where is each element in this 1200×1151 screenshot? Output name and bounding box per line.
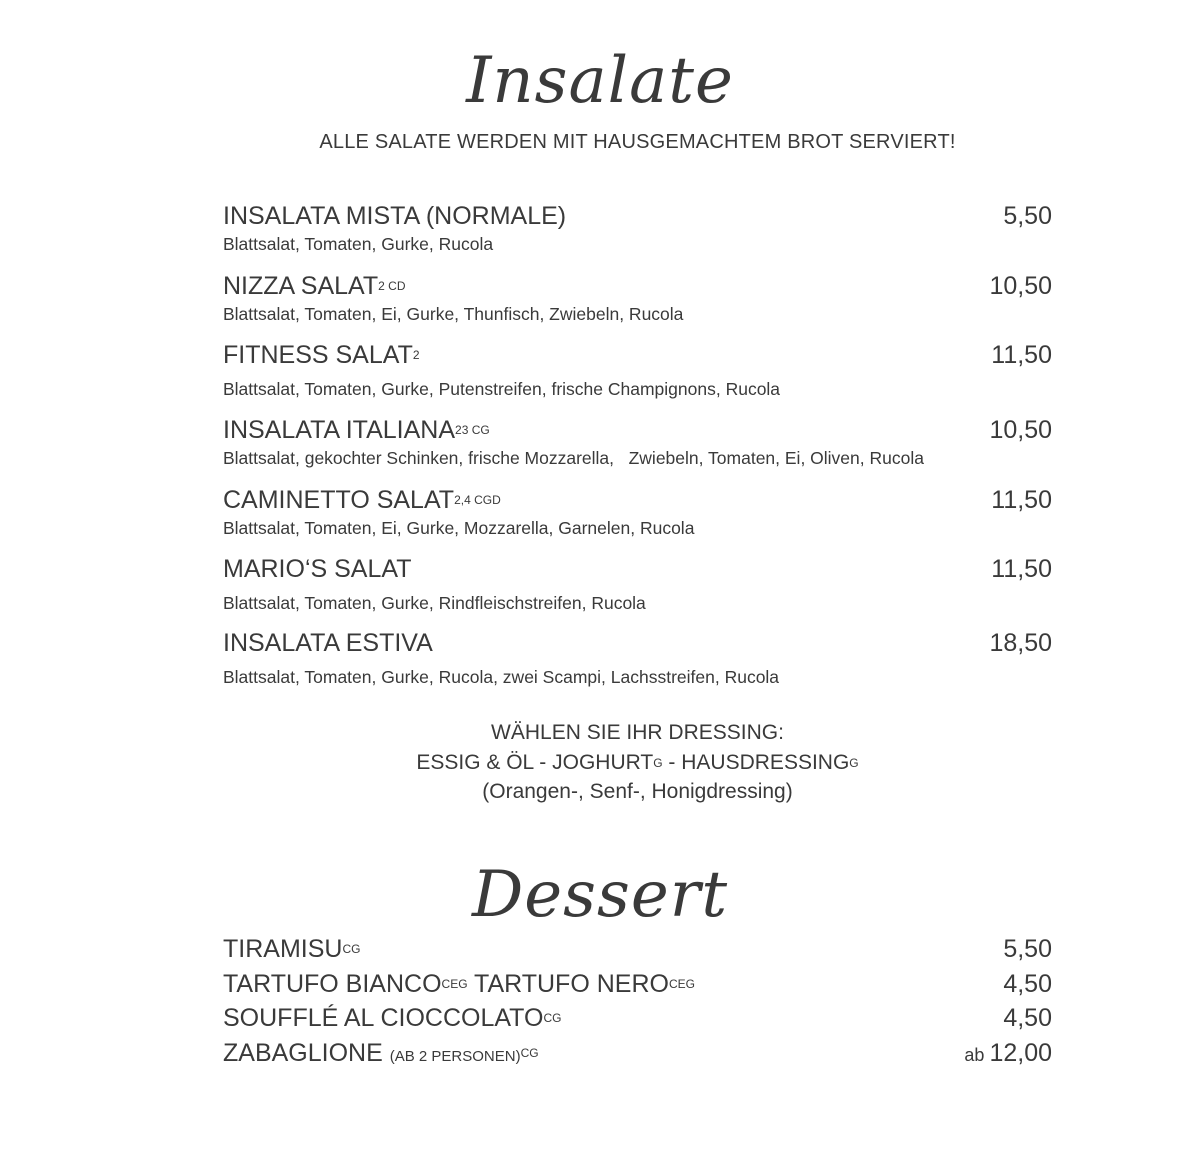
menu-item <box>223 415 1052 469</box>
item-price: 5,50 <box>1003 935 1052 963</box>
item-name: TARTUFO BIANCO <box>223 970 442 998</box>
allergen-codes: CG <box>342 942 361 956</box>
item-name: INSALATA ESTIVA <box>223 629 433 657</box>
item-price: 10,50 <box>989 416 1052 444</box>
item-price <box>964 1038 1052 1070</box>
item-name: INSALATA MISTA (NORMALE) <box>223 202 567 230</box>
dessert-item <box>223 969 1052 999</box>
menu-item <box>223 628 1052 688</box>
item-price: 11,50 <box>991 555 1052 583</box>
price-value: 12,00 <box>989 1039 1052 1067</box>
menu-item <box>223 201 1052 255</box>
item-name: SOUFFLÉ AL CIOCCOLATO <box>223 1004 544 1032</box>
item-description: Blattsalat, Tomaten, Gurke, Rucola <box>223 234 494 254</box>
item-description: Blattsalat, Tomaten, Ei, Gurke, Mozzarella, Garnelen, Rucola <box>223 518 695 538</box>
item-price: 18,50 <box>989 629 1052 657</box>
dessert-item <box>223 1003 1052 1033</box>
item-name: FITNESS SALAT$^2$ <box>223 341 420 369</box>
price-prefix: ab <box>964 1045 990 1065</box>
menu-item <box>223 485 1052 539</box>
dressing-options: ESSIG & ÖL - $JOGHURT^G$ - $HAUSDRESSING^G$ <box>416 751 859 774</box>
item-description: Blattsalat, Tomaten, Gurke, Putenstreifen, frische Champignons, Rucola <box>223 379 781 399</box>
item-name: NIZZA $SALAT^{2 CD}$ <box>223 272 406 300</box>
item-description: Blattsalat, gekochter Schinken, frische Mozzarella, Zwiebeln, Tomaten, Ei, Oliven, Rucola <box>223 448 924 468</box>
salads-title: Insalate <box>466 44 734 118</box>
item-price: 10,50 <box>989 272 1052 300</box>
item-note: (AB 2 PERSONEN) <box>389 1048 521 1065</box>
allergen-codes: CG <box>543 1011 562 1025</box>
item-description: Blattsalat, Tomaten, Gurke, Rindfleischstreifen, Rucola <box>223 593 646 613</box>
item-price: 11,50 <box>991 341 1052 369</box>
item-price: 4,50 <box>1003 970 1052 998</box>
item-name: MARIO‘S SALAT <box>223 555 412 583</box>
dressing-heading: WÄHLEN SIE IHR DRESSING: <box>491 721 784 744</box>
menu-item <box>223 271 1052 325</box>
item-description: Blattsalat, Tomaten, Gurke, Rucola, zwei Scampi, Lachsstreifen, Rucola <box>223 667 780 687</box>
menu-item <box>223 340 1052 400</box>
allergen-codes: CEG <box>441 977 468 991</box>
item-name: CAMINETTO $SALAT^{2,4 CGD}$ <box>223 486 501 514</box>
allergen-codes: CEG <box>668 977 695 991</box>
item-price: 4,50 <box>1003 1004 1052 1032</box>
item-name: INSALATA $ITALIANA^{23 CG}$ <box>223 416 490 444</box>
menu-item <box>223 554 1052 614</box>
item-name-2: TARTUFO NERO <box>467 970 669 998</box>
dessert-title: Dessert <box>471 858 729 932</box>
allergen-codes: CG <box>520 1046 539 1060</box>
salads-subtitle: ALLE SALATE WERDEN MIT HAUSGEMACHTEM BROT SERVIERT! <box>319 131 956 153</box>
item-name: TIRAMISU <box>223 935 343 963</box>
dessert-item <box>223 934 1052 964</box>
item-price: 11,50 <box>991 486 1052 514</box>
dessert-item <box>223 1038 1052 1072</box>
item-description: Blattsalat, Tomaten, Ei, Gurke, Thunfisch, Zwiebeln, Rucola <box>223 304 684 324</box>
item-price: 5,50 <box>1003 202 1052 230</box>
dressing-note: (Orangen-, Senf-, Honigdressing) <box>482 780 793 803</box>
item-name: ZABAGLIONE <box>223 1039 390 1067</box>
